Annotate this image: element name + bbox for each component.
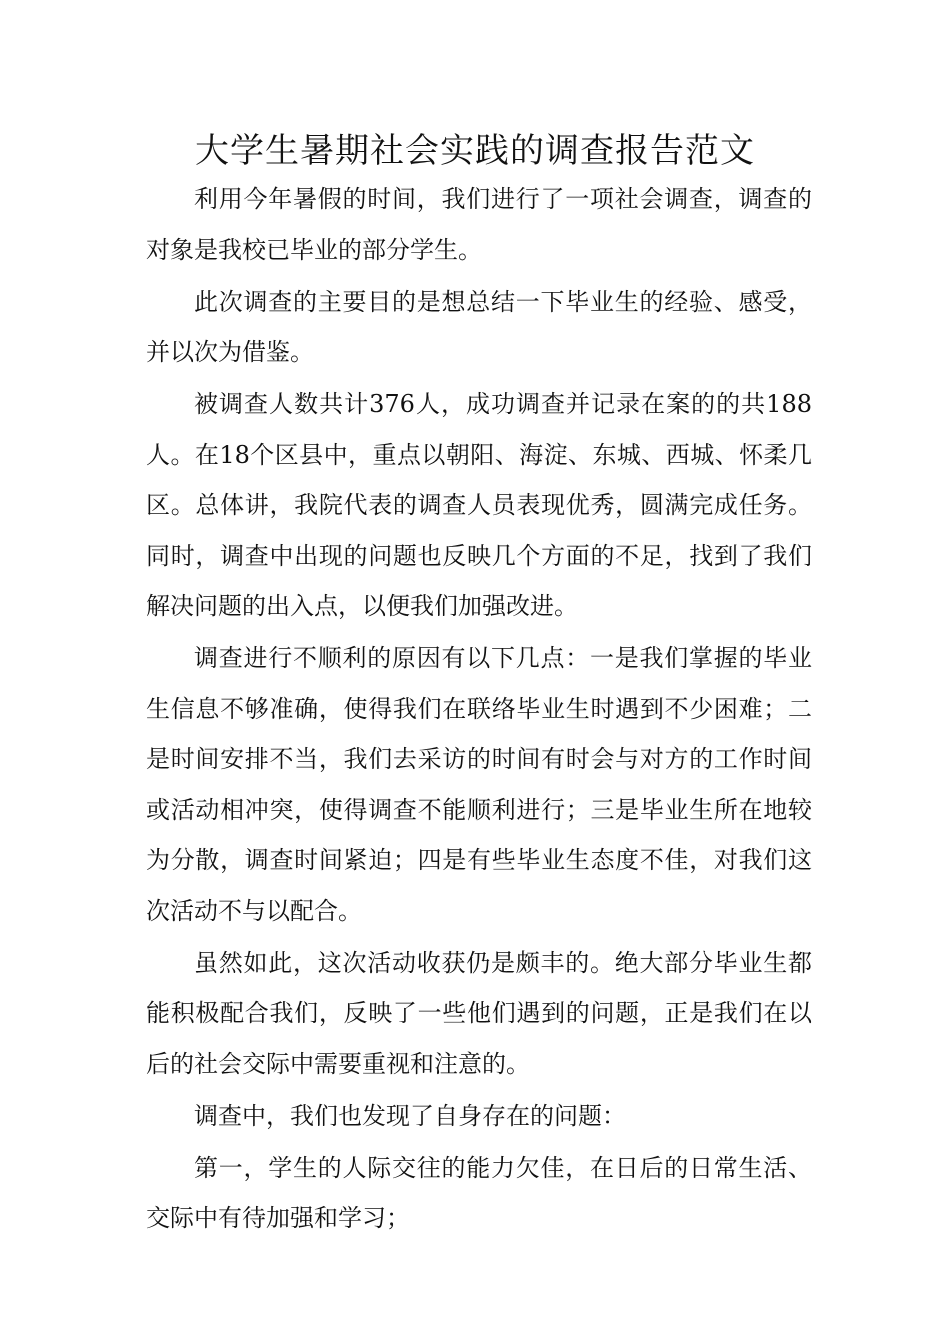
paragraph-7: 第一，学生的人际交往的能力欠佳，在日后的日常生活、交际中有待加强和学习； — [146, 1153, 812, 1232]
paragraph-3: 被调查人数共计376人，成功调查并记录在案的的共188人。在18个区县中，重点以朝阳、海淀、东城、西城、怀柔几区。总体讲，我院代表的调查人员表现优秀，圆满完成任务。同时，调查中出现的问题也反映几个方面的不足，找到了我们解决问题的出入点，以便我们加强改进。 — [146, 390, 812, 620]
paragraph-4: 调查进行不顺利的原因有以下几点：一是我们掌握的毕业生信息不够准确，使得我们在联络毕业生时遇到不少困难；二是时间安排不当，我们去采访的时间有时会与对方的工作时间或活动相冲突，使得调查不能顺利进行；三是毕业生所在地较为分散，调查时间紧迫；四是有些毕业生态度不佳，对我们这次活动不与以配合。 — [146, 644, 812, 925]
paragraph-6: 调查中，我们也发现了自身存在的问题： — [194, 1101, 626, 1130]
document-body — [146, 174, 812, 1245]
document-title: 大学生暑期社会实践的调查报告范文 — [195, 131, 755, 171]
paragraph-5: 虽然如此，这次活动收获仍是颇丰的。绝大部分毕业生都能积极配合我们，反映了一些他们遇到的问题，正是我们在以后的社会交际中需要重视和注意的。 — [146, 948, 812, 1078]
paragraph-2: 此次调查的主要目的是想总结一下毕业生的经验、感受，并以次为借鉴。 — [146, 287, 812, 366]
paragraph-1: 利用今年暑假的时间，我们进行了一项社会调查，调查的对象是我校已毕业的部分学生。 — [146, 185, 812, 264]
